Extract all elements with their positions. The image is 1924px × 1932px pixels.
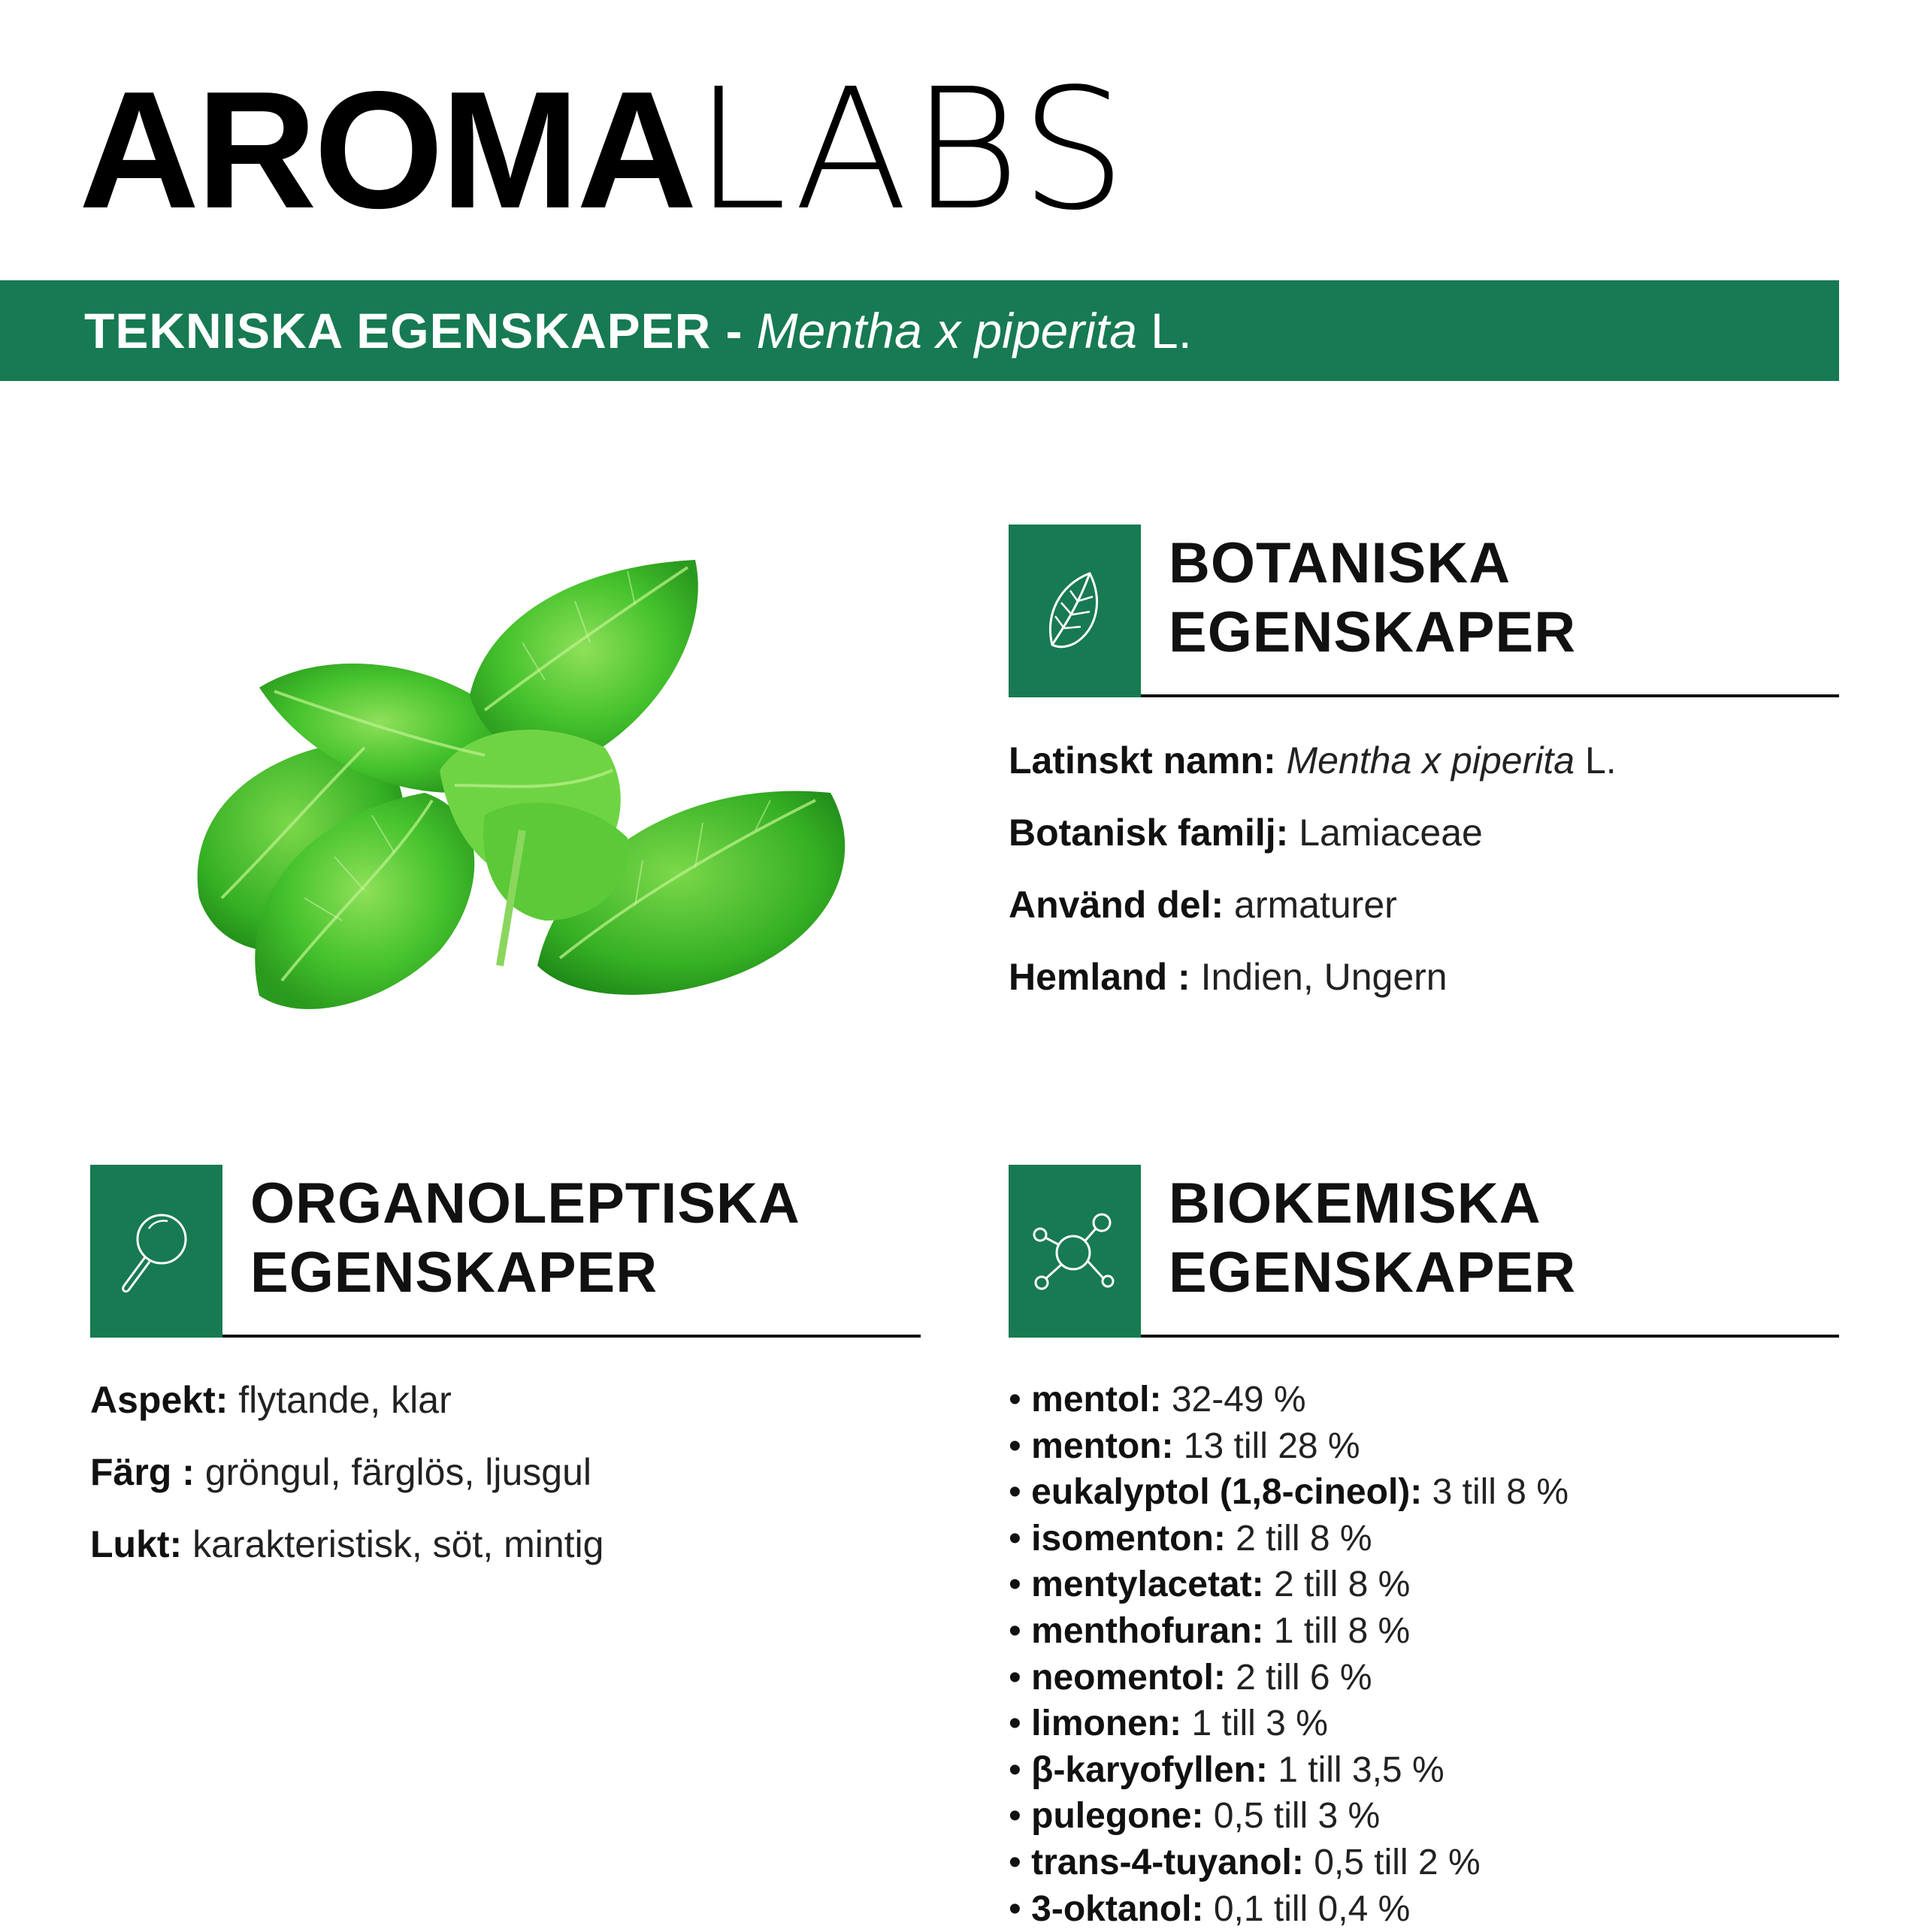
compound-item: • pulegone: 0,5 till 3 % [1009,1796,1381,1837]
banner-species: Mentha x piperita [756,303,1137,358]
biochemical-title: BIOKEMISKA EGENSKAPER [1169,1172,1577,1305]
mint-leaves-image [169,545,883,1011]
banner-author: L. [1150,303,1192,358]
leaf-icon [1009,525,1141,697]
molecule-icon [1009,1165,1141,1338]
compound-item: • limonen: 1 till 3 % [1009,1704,1328,1744]
page-title-banner [0,280,1839,381]
compound-item: • mentylacetat: 2 till 8 % [1009,1565,1411,1605]
brand-logo [79,53,1130,247]
biochemical-properties [1009,1377,1569,1932]
compound-item: • β-karyofyllen: 1 till 3,5 % [1009,1749,1445,1790]
banner-title: TEKNISKA EGENSKAPER - [84,303,743,358]
compound-item: • isomenton: 2 till 8 % [1009,1518,1372,1559]
compound-item: • menton: 13 till 28 % [1009,1426,1360,1466]
logo-bold: AROMA [79,57,694,243]
organoleptic-title: ORGANOLEPTISKA EGENSKAPER [250,1172,800,1305]
botanical-title: BOTANISKA EGENSKAPER [1169,531,1577,664]
magnifier-icon [90,1165,222,1338]
property-row: Hemland : Indien, Ungern [1009,956,1448,998]
property-row: Färg : gröngul, färglös, ljusgul [90,1451,591,1493]
compound-item: • eukalyptol (1,8-cineol): 3 till 8 % [1009,1472,1569,1513]
compound-item: • menthofuran: 1 till 8 % [1009,1610,1411,1651]
organoleptic-properties [90,1364,604,1580]
logo-light: LABS [694,53,1130,247]
botanical-properties [1009,724,1617,1013]
compound-item: • mentol: 32-49 % [1009,1380,1306,1420]
property-row: Latinskt namn: Mentha x piperita L. [1009,739,1617,782]
compound-item: • 3-oktanol: 0,1 till 0,4 % [1009,1888,1411,1929]
property-row: Lukt: karakteristisk, söt, mintig [90,1523,604,1565]
property-row: Använd del: armaturer [1009,884,1397,926]
compound-item: • neomentol: 2 till 6 % [1009,1657,1372,1698]
botanical-section-header [1009,525,1839,697]
organoleptic-section-header [90,1165,921,1338]
property-row: Aspekt: flytande, klar [90,1379,452,1421]
property-row: Botanisk familj: Lamiaceae [1009,812,1483,854]
biochemical-section-header [1009,1165,1839,1338]
compound-item: • trans-4-tuyanol: 0,5 till 2 % [1009,1842,1481,1882]
